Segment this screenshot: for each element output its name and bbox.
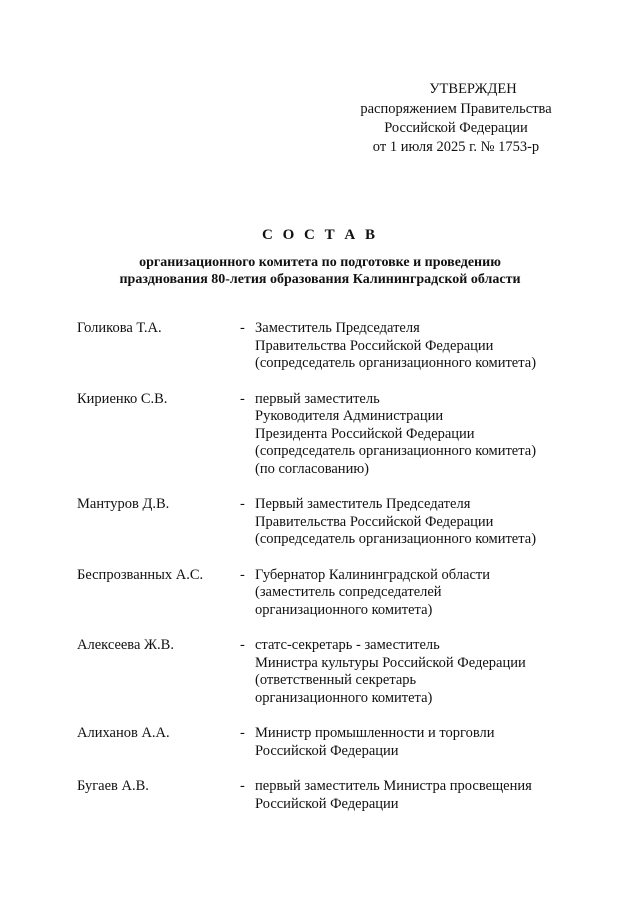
member-dash: - (240, 778, 245, 794)
member-name: Алексеева Ж.В. (77, 637, 174, 653)
document-title: С О С Т А В (262, 227, 378, 243)
member-dash: - (240, 496, 245, 512)
document-subtitle-line-2: празднования 80-летия образования Калининградской области (119, 272, 521, 287)
member-role-line: (сопредседатель организационного комитета) (255, 355, 537, 371)
member-role (255, 320, 577, 373)
member-role-line: статс-секретарь - заместитель (255, 637, 440, 653)
approval-line-2: Российской Федерации (384, 120, 528, 136)
member-row (77, 320, 577, 373)
approval-block (340, 80, 572, 157)
approval-line-1: распоряжением Правительства (360, 101, 552, 117)
member-role-line: Заместитель Председателя (255, 320, 420, 336)
approved-label: УТВЕРЖДЕН (429, 81, 517, 97)
member-name: Кириенко С.В. (77, 390, 168, 407)
member-name: Беспрозванных А.С. (77, 566, 204, 583)
member-dash: - (240, 320, 245, 336)
member-row (77, 567, 577, 620)
member-role-line: (сопредседатель организационного комитета) (255, 531, 537, 547)
member-role-line: (сопредседатель организационного комитета) (255, 443, 537, 459)
member-dash: - (240, 566, 245, 583)
member-role-line: Российской Федерации (255, 742, 399, 759)
member-role-line: первый заместитель Министра просвещения (255, 778, 532, 794)
member-role (255, 567, 577, 620)
member-role-line: Правительства Российской Федерации (255, 513, 494, 530)
member-role (255, 778, 577, 813)
member-role-line: организационного комитета) (255, 689, 433, 706)
member-role-line: Российской Федерации (255, 795, 399, 812)
member-row (77, 725, 577, 760)
member-row (77, 391, 577, 479)
member-name: Мантуров Д.В. (77, 496, 170, 512)
member-dash: - (240, 390, 245, 407)
member-role-line: Руководителя Администрации (255, 408, 444, 424)
member-role-line: Правительства Российской Федерации (255, 337, 494, 354)
member-role-line: первый заместитель (255, 390, 380, 407)
member-row (77, 637, 577, 707)
member-role-line: (заместитель сопредседателей (255, 584, 442, 600)
member-row (77, 496, 577, 549)
member-role-line: Первый заместитель Председателя (255, 496, 471, 512)
member-role-line: организационного комитета) (255, 601, 433, 618)
member-role-line: Министр промышленности и торговли (255, 725, 495, 741)
member-role-line: (ответственный секретарь (255, 672, 417, 688)
member-name: Алиханов А.А. (77, 725, 170, 741)
member-role-line: Президента Российской Федерации (255, 425, 475, 442)
member-dash: - (240, 725, 245, 741)
member-role (255, 637, 577, 707)
member-role-line: Министра культуры Российской Федерации (255, 654, 526, 671)
member-dash: - (240, 637, 245, 653)
members-list (77, 320, 577, 831)
document-heading (0, 226, 640, 288)
member-role (255, 496, 577, 549)
document-subtitle-line-1: организационного комитета по подготовке и проведению (139, 255, 501, 270)
member-row (77, 778, 577, 813)
member-role (255, 725, 577, 760)
member-role-line: Губернатор Калининградской области (255, 566, 491, 583)
member-name: Бугаев А.В. (77, 778, 149, 794)
approval-line-3: от 1 июля 2025 г. № 1753-р (372, 139, 540, 155)
member-name: Голикова Т.А. (77, 320, 162, 336)
member-role (255, 391, 577, 479)
member-role-line: (по согласованию) (255, 460, 369, 477)
